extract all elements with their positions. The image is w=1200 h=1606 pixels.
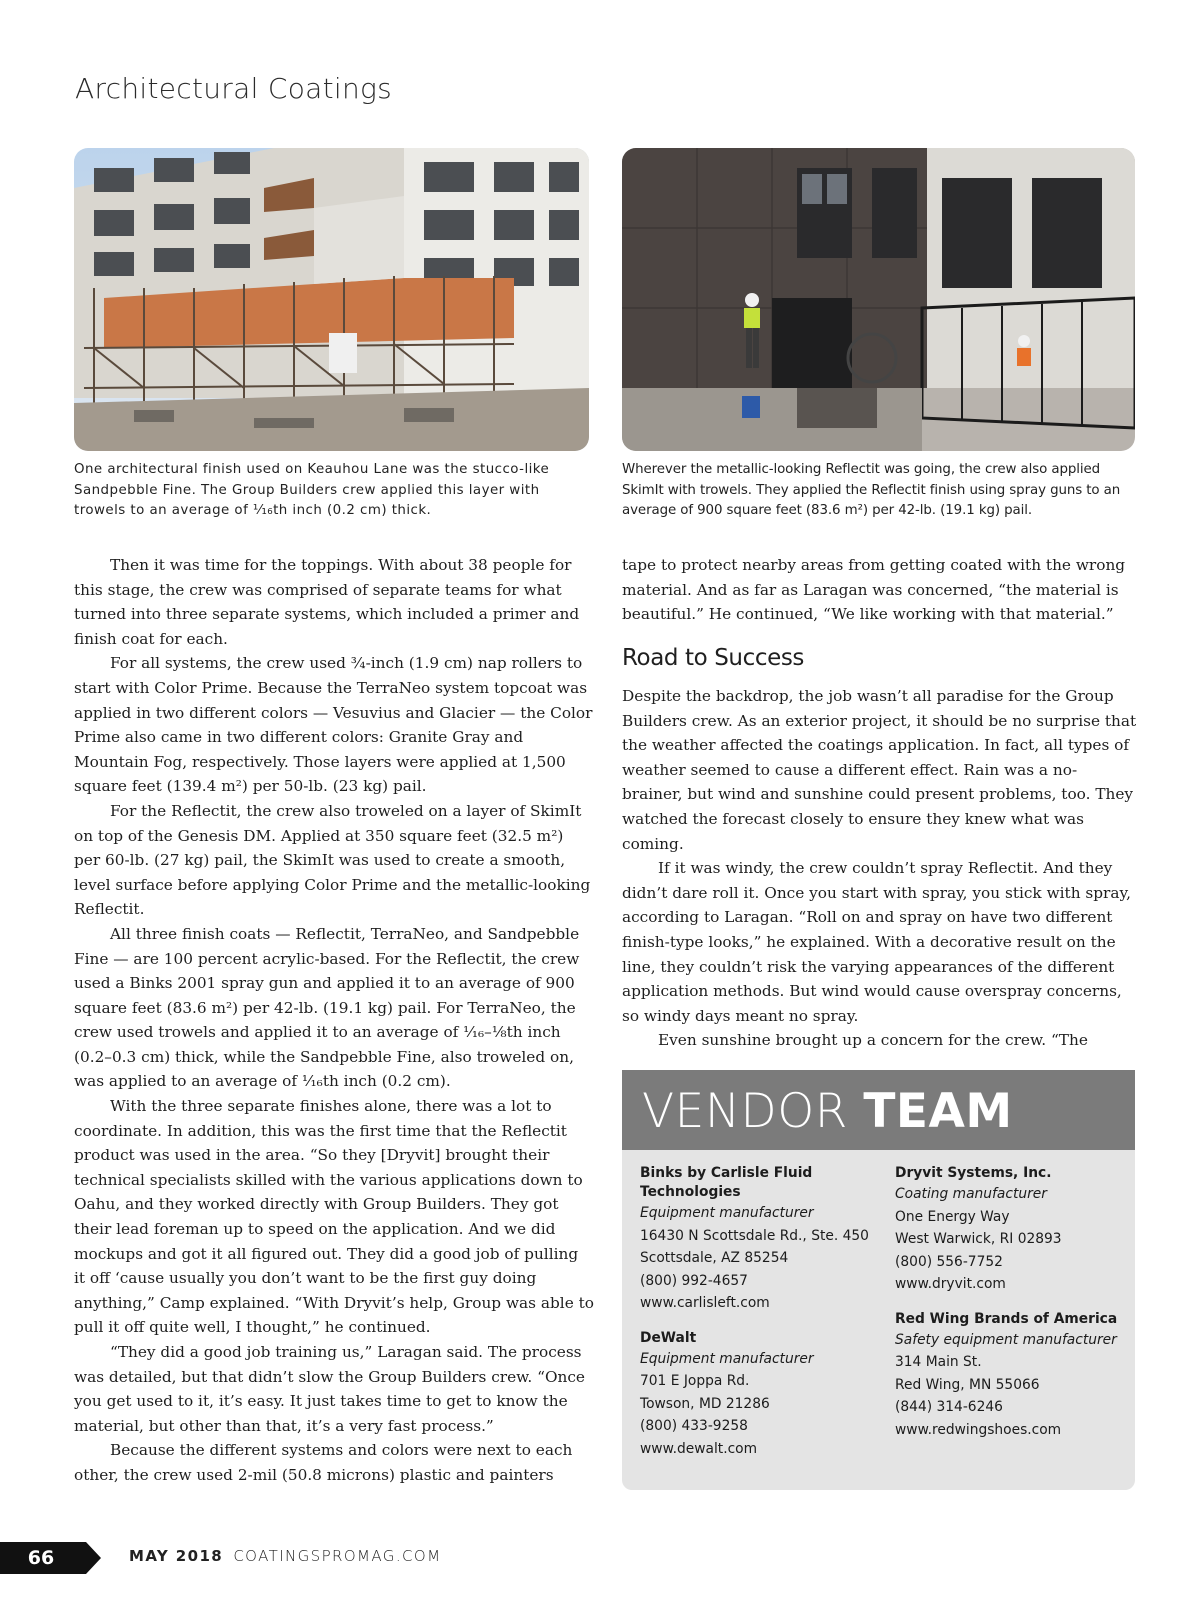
article-paragraph: If it was windy, the crew couldn’t spray Reflectit. And they didn’t dare roll it. Once you start with spray, you stick with spray, according to Laragan. “Roll on and spray on have two different finish-type looks,” he explained. With a decorative result on the line, they couldn’t risk the varying appearances of the different application methods. But wind would cause overspray concerns, so windy days meant no spray.: [622, 859, 1131, 1025]
vendor-phone: (844) 314-6246: [895, 1399, 1003, 1415]
vendor-address: 16430 N Scottsdale Rd., Ste. 450: [640, 1227, 869, 1244]
vendor-address: 701 E Joppa Rd.: [640, 1373, 750, 1389]
vendor-name: Dryvit Systems, Inc.: [895, 1165, 1052, 1181]
vendor-name: Red Wing Brands of America: [895, 1310, 1118, 1327]
article-paragraph: “They did a good job training us,” Laragan said. The process was detailed, but that didn’t slow the Group Builders crew. “Once you get used to it, it’s easy. It just takes time to get to know the material, but other than that, it’s a very fast process.”: [74, 1343, 585, 1435]
vendor-team-header: [622, 1070, 1135, 1150]
article-paragraph: For all systems, the crew used ¾-inch (1.9 cm) nap rollers to start with Color Prime. Because the TerraNeo system topcoat was applied in two different colors — Vesuvius and Glacier — the Color Prime also came in two different colors: Granite Gray and Mountain Fog, respectively. Those layers were applied at 1,500 square feet (139.4 m²) per 50-lb. (23 kg) pail.: [74, 654, 593, 796]
vendor-city: Towson, MD 21286: [640, 1395, 770, 1412]
section-title: Architectural Coatings: [75, 72, 392, 105]
article-paragraph: Despite the backdrop, the job wasn’t all paradise for the Group Builders crew. As an exterior project, it should be no surprise that the weather affected the coatings application. In fact, all types of weather seemed to cause a different effect. Rain was a no-brainer, but wind and sunshine could present problems, too. They watched the forecast closely to ensure they knew what was coming.: [622, 687, 1137, 853]
article-paragraph: Even sunshine brought up a concern for the crew. “The: [658, 1031, 1088, 1050]
photo-caption-left: One architectural finish used on Keauhou Lane was the stucco-like Sandpebble Fine. The Group Builders crew applied this layer with trowels to an average of ¹⁄₁₆th inch (0.2 cm) thick.: [74, 462, 550, 518]
page-number: 66: [27, 1547, 55, 1569]
article-paragraph: Because the different systems and colors were next to each other, the crew used 2-mil (50.8 microns) plastic and painters: [74, 1441, 573, 1484]
vendor-role: Equipment manufacturer: [640, 1350, 814, 1367]
article-paragraph: tape to protect nearby areas from getting coated with the wrong material. And as far as Laragan was concerned, “the material is beautiful.” He continued, “We like working with that material.”: [622, 556, 1126, 624]
footer-site: COATINGSPROMAG.COM: [233, 1547, 442, 1565]
vendor-city: Red Wing, MN 55066: [895, 1376, 1040, 1393]
vendor-entry: [640, 1164, 885, 1315]
footer: [129, 1547, 441, 1565]
vendor-role: Equipment manufacturer: [640, 1205, 814, 1221]
article-column-right-bottom: [622, 684, 1137, 1053]
vendor-website-link[interactable]: www.carlisleft.com: [640, 1295, 770, 1311]
vendor-name: DeWalt: [640, 1329, 697, 1346]
vendor-name: Binks by Carlisle Fluid Technologies: [640, 1165, 813, 1200]
vendor-entry: [640, 1329, 885, 1461]
article-paragraph: Then it was time for the toppings. With about 38 people for this stage, the crew was comprised of separate teams for what turned into three separate systems, which included a primer and finish coat for each.: [74, 556, 580, 648]
construction-site-photo: [74, 148, 589, 451]
article-column-right-top: [622, 553, 1137, 627]
vendor-address: 314 Main St.: [895, 1354, 982, 1370]
vendor-website-link[interactable]: www.dewalt.com: [640, 1440, 758, 1457]
vendor-website-link[interactable]: www.redwingshoes.com: [895, 1421, 1062, 1438]
construction-site-photo-graphic: [74, 148, 589, 451]
vendor-city: Scottsdale, AZ 85254: [640, 1250, 789, 1266]
article-paragraph: With the three separate finishes alone, there was a lot to coordinate. In addition, this was the first time that the Reflectit product was used in the area. “So they [Dryvit] brought their technical specialists skilled with the various applications down to Oahu, and they worked directly with Group Builders. They got their lead foreman up to speed on the application. And we did mockups and got it all figured out. They did a good job of pulling it off ‘cause usually you don’t want to be the first guy doing anything,” Camp explained. “With Dryvit’s help, Group was able to pull it off quite well, I thought,” he continued.: [74, 1097, 594, 1337]
vendor-column-left: [640, 1164, 885, 1474]
vendor-column-right: [895, 1164, 1130, 1455]
article-subhead: Road to Success: [622, 645, 805, 671]
vendor-role: Safety equipment manufacturer: [895, 1331, 1117, 1348]
footer-issue: MAY 2018: [129, 1547, 224, 1565]
vendor-phone: (800) 992-4657: [640, 1272, 748, 1289]
vendor-website-link[interactable]: www.dryvit.com: [895, 1276, 1006, 1292]
vendor-team-box: [622, 1070, 1135, 1490]
vendor-phone: (800) 556-7752: [895, 1253, 1003, 1270]
vendor-phone: (800) 433-9258: [640, 1418, 748, 1434]
article-paragraph: All three finish coats — Reflectit, TerraNeo, and Sandpebble Fine — are 100 percent acrylic-based. For the Reflectit, the crew used a Binks 2001 spray gun and applied it to an average of 900 square feet (83.6 m²) per 42-lb. (19.1 kg) pail. For TerraNeo, the crew used trowels and applied it to an average of ¹⁄₁₆–⅛th inch (0.2–0.3 cm) thick, while the Sandpebble Fine, also troweled on, was applied to an average of ¹⁄₁₆th inch (0.2 cm).: [74, 924, 580, 1091]
vendor-entry: [895, 1164, 1130, 1296]
vendor-city: West Warwick, RI 02893: [895, 1231, 1062, 1247]
crew-applying-coating-photo-graphic: [622, 148, 1135, 451]
photo-caption-right: Wherever the metallic-looking Reflectit was going, the crew also applied SkimIt with trowels. They applied the Reflectit finish using spray guns to an average of 900 square feet (83.6 m²) per 42-lb. (19.1 kg) pail.: [622, 462, 1121, 518]
article-column-left: [74, 553, 594, 1488]
article-paragraph: For the Reflectit, the crew also troweled on a layer of SkimIt on top of the Genesis DM. Applied at 350 square feet (32.5 m²) per 60-lb. (27 kg) pail, the SkimIt was used to create a smooth, level surface before applying Color Prime and the metallic-looking Reflectit.: [74, 801, 591, 919]
vendor-entry: [895, 1310, 1130, 1442]
vendor-role: Coating manufacturer: [895, 1186, 1047, 1202]
vendor-title-light: VENDOR: [642, 1084, 848, 1139]
crew-applying-coating-photo: [622, 148, 1135, 451]
vendor-address: One Energy Way: [895, 1208, 1010, 1225]
vendor-team-title: [642, 1084, 1013, 1139]
vendor-title-bold: TEAM: [863, 1084, 1013, 1139]
